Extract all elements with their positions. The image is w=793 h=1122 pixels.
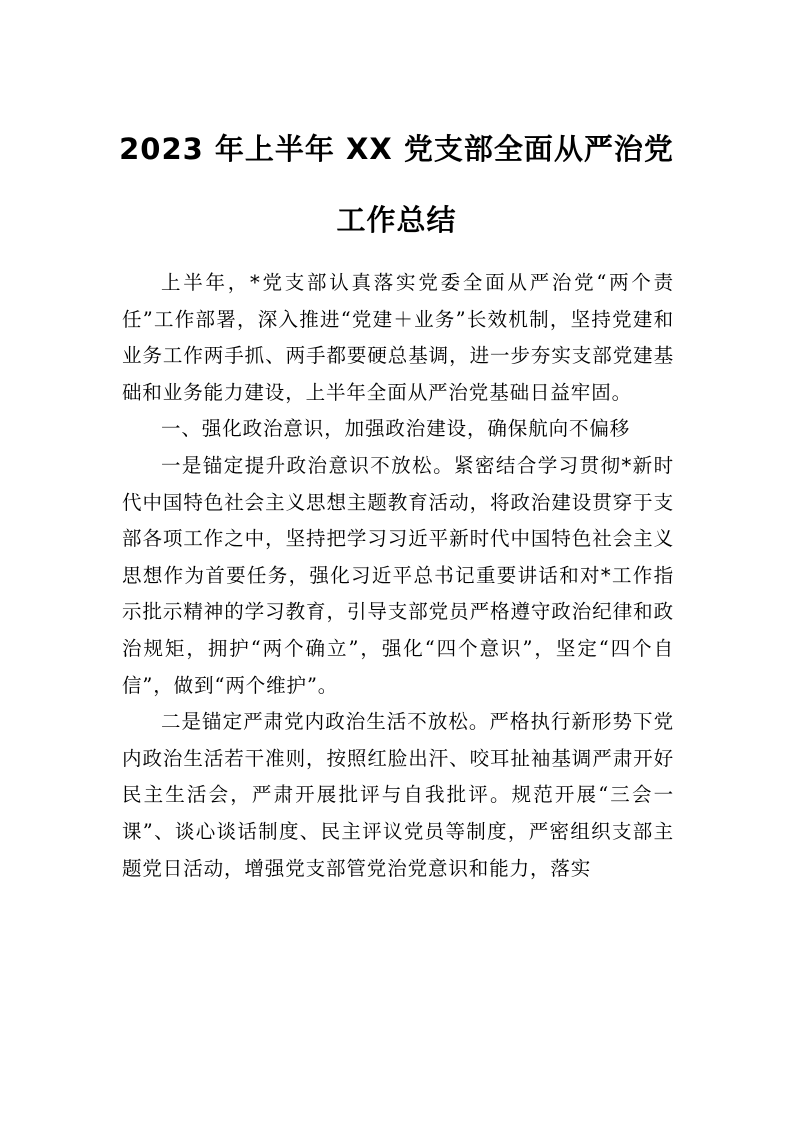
document-body [122, 265, 674, 887]
section-heading-1: 一、强化政治意识，加强政治建设，确保航向不偏移 [161, 417, 631, 441]
paragraph-intro: 上半年，*党支部认真落实党委全面从严治党“两个责任”工作部署，深入推进“党建＋业务”长效机制，坚持党建和业务工作两手抓、两手都要硬总基调，进一步夯实支部党建基础和业务能力建设，上半年全面从严治党基础日益牢固。 [122, 271, 674, 404]
document-title-line-1: 2023 年上半年 XX 党支部全面从严治党 [119, 132, 674, 166]
document-title-line-2: 工作总结 [336, 203, 457, 237]
paragraph-point-1: 一是锚定提升政治意识不放松。紧密结合学习贯彻*新时代中国特色社会主义思想主题教育活动，将政治建设贯穿于支部各项工作之中，坚持把学习习近平新时代中国特色社会主义思想作为首要任务，强化习近平总书记重要讲话和对*工作指示批示精神的学习教育，引导支部党员严格遵守政治纪律和政治规矩，拥护“两个确立”，强化“四个意识”，坚定“四个自信”，做到“两个维护”。 [122, 453, 674, 697]
paragraph-point-2: 二是锚定严肃党内政治生活不放松。严格执行新形势下党内政治生活若干准则，按照红脸出汗、咬耳扯袖基调严肃开好民主生活会，严肃开展批评与自我批评。规范开展“三会一课”、谈心谈话制度、民主评议党员等制度，严密组织支部主题党日活动，增强党支部管党治党意识和能力，落实 [122, 710, 674, 880]
